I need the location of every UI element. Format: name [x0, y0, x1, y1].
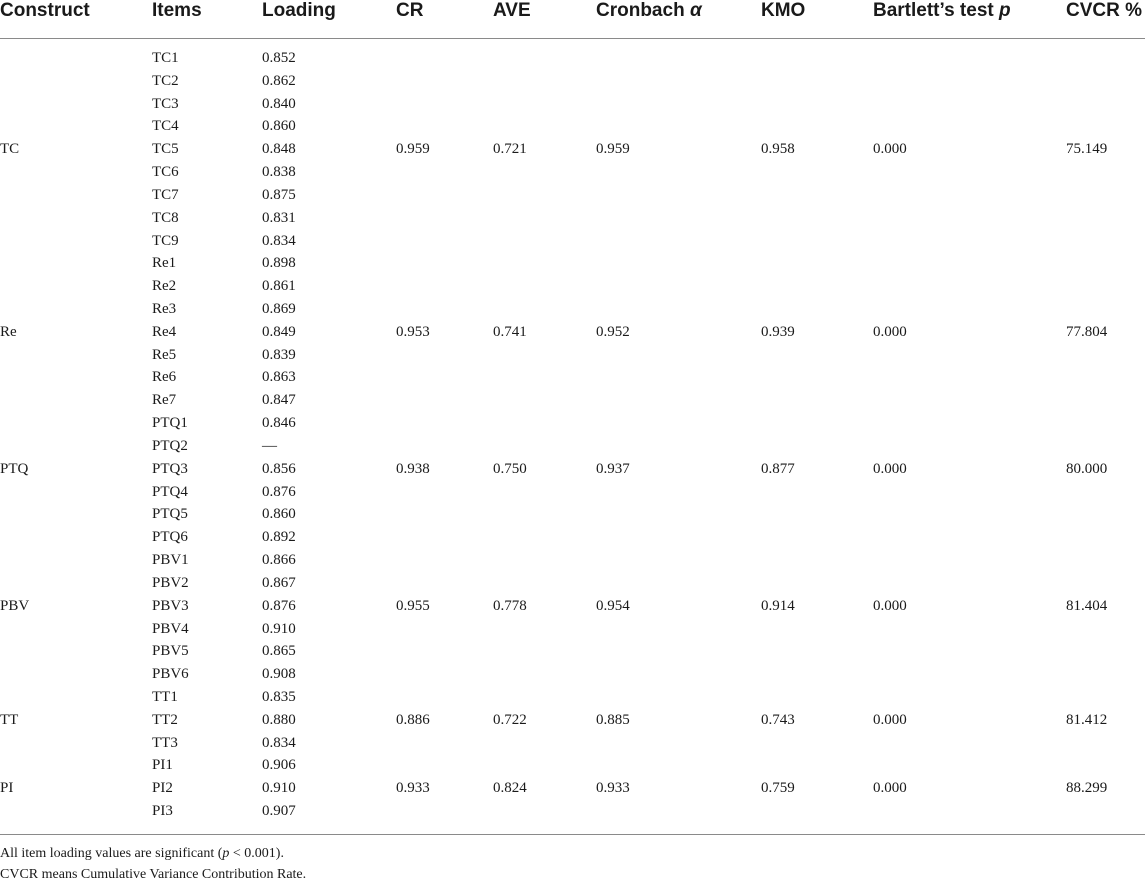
cell-cvcr: 77.804 — [1066, 324, 1108, 340]
cell-ave: 0.722 — [493, 712, 527, 728]
cell-cr: 0.955 — [396, 598, 430, 614]
cell-item: PTQ5 — [152, 506, 188, 522]
cell-item: TC3 — [152, 96, 179, 112]
cell-loading: 0.862 — [262, 73, 296, 89]
cell-loading: 0.907 — [262, 803, 296, 819]
cell-item: PTQ6 — [152, 529, 188, 545]
cell-item: PBV4 — [152, 621, 189, 637]
cell-bartlett: 0.000 — [873, 461, 907, 477]
cell-cvcr: 88.299 — [1066, 780, 1108, 796]
cell-loading: 0.880 — [262, 712, 296, 728]
cell-item: PTQ4 — [152, 484, 188, 500]
cell-cr: 0.886 — [396, 712, 430, 728]
cell-item: PBV1 — [152, 552, 189, 568]
cell-ave: 0.778 — [493, 598, 527, 614]
header-cronbach-text: Cronbach — [596, 0, 690, 21]
footnote-significance-suffix: < 0.001). — [229, 846, 284, 861]
cell-item: TC2 — [152, 73, 179, 89]
cell-kmo: 0.939 — [761, 324, 795, 340]
header-kmo: KMO — [761, 0, 806, 21]
cell-item: TT1 — [152, 689, 178, 705]
cell-loading: 0.865 — [262, 643, 296, 659]
header-loading: Loading — [262, 0, 336, 21]
cell-item: Re5 — [152, 347, 177, 363]
cell-loading: 0.835 — [262, 689, 296, 705]
cell-ave: 0.750 — [493, 461, 527, 477]
cell-item: Re7 — [152, 392, 177, 408]
cell-item: TC1 — [152, 50, 179, 66]
table-header — [0, 0, 1145, 39]
cell-kmo: 0.958 — [761, 141, 795, 157]
cell-alpha: 0.885 — [596, 712, 630, 728]
cell-bartlett: 0.000 — [873, 712, 907, 728]
cell-item: TC9 — [152, 233, 179, 249]
cell-loading: 0.906 — [262, 757, 296, 773]
footnote-cvcr: CVCR means Cumulative Variance Contribution Rate. — [0, 867, 307, 882]
cell-construct: Re — [0, 324, 17, 340]
cell-item: TC4 — [152, 118, 179, 134]
cell-construct: PI — [0, 780, 14, 796]
cell-loading: 0.892 — [262, 529, 296, 545]
header-bartlett-text: Bartlett’s test — [873, 0, 999, 21]
alpha-symbol: α — [689, 0, 702, 21]
footnote-p-symbol: p — [222, 846, 230, 861]
footnote-significance-prefix: All item loading values are significant ( — [0, 846, 223, 861]
cell-loading: 0.852 — [262, 50, 296, 66]
cell-item: Re4 — [152, 324, 177, 340]
cell-item: PI3 — [152, 803, 173, 819]
cell-item: TC8 — [152, 210, 179, 226]
cell-loading: 0.834 — [262, 735, 296, 751]
table-bottom-rule — [0, 834, 1145, 835]
cell-loading: 0.908 — [262, 666, 296, 682]
cell-item: Re1 — [152, 255, 177, 271]
cell-item: PBV3 — [152, 598, 189, 614]
cell-cr: 0.938 — [396, 461, 430, 477]
cell-alpha: 0.954 — [596, 598, 630, 614]
header-ave: AVE — [493, 0, 531, 21]
cell-ave: 0.824 — [493, 780, 527, 796]
cell-item: PBV5 — [152, 643, 189, 659]
cell-loading: 0.876 — [262, 598, 296, 614]
cell-loading: 0.860 — [262, 506, 296, 522]
cell-alpha: 0.933 — [596, 780, 630, 796]
cell-loading: 0.849 — [262, 324, 296, 340]
cell-item: Re2 — [152, 278, 177, 294]
cell-loading: 0.846 — [262, 415, 296, 431]
header-cvcr: CVCR % — [1066, 0, 1143, 21]
cell-loading: 0.840 — [262, 96, 296, 112]
cell-cr: 0.953 — [396, 324, 430, 340]
cell-item: TC6 — [152, 164, 179, 180]
cell-kmo: 0.759 — [761, 780, 795, 796]
header-construct: Construct — [0, 0, 90, 21]
cell-loading: 0.834 — [262, 233, 296, 249]
cell-loading: 0.856 — [262, 461, 296, 477]
cell-cvcr: 80.000 — [1066, 461, 1108, 477]
cell-item: PBV6 — [152, 666, 189, 682]
cell-alpha: 0.959 — [596, 141, 630, 157]
cell-bartlett: 0.000 — [873, 598, 907, 614]
cell-loading: 0.848 — [262, 141, 296, 157]
p-symbol: p — [999, 0, 1011, 21]
cell-item: Re3 — [152, 301, 177, 317]
cell-loading: 0.910 — [262, 621, 296, 637]
cell-loading: 0.910 — [262, 780, 296, 796]
cell-item: Re6 — [152, 369, 177, 385]
cell-bartlett: 0.000 — [873, 324, 907, 340]
cell-loading: 0.866 — [262, 552, 296, 568]
cell-loading: 0.838 — [262, 164, 296, 180]
cell-loading: 0.831 — [262, 210, 296, 226]
cell-bartlett: 0.000 — [873, 141, 907, 157]
cell-loading: 0.847 — [262, 392, 296, 408]
cell-item: TC5 — [152, 141, 179, 157]
cell-loading: 0.898 — [262, 255, 296, 271]
cell-item: PI2 — [152, 780, 173, 796]
cell-item: PI1 — [152, 757, 173, 773]
cell-loading: 0.867 — [262, 575, 296, 591]
cell-loading: 0.860 — [262, 118, 296, 134]
cell-loading: 0.869 — [262, 301, 296, 317]
cell-kmo: 0.877 — [761, 461, 795, 477]
cell-item: PBV2 — [152, 575, 189, 591]
cell-construct: PTQ — [0, 461, 29, 477]
cell-cr: 0.959 — [396, 141, 430, 157]
cell-cvcr: 81.404 — [1066, 598, 1108, 614]
cell-item: PTQ1 — [152, 415, 188, 431]
cell-item: PTQ3 — [152, 461, 188, 477]
cell-ave: 0.741 — [493, 324, 527, 340]
cell-loading: 0.839 — [262, 347, 296, 363]
cell-loading: 0.875 — [262, 187, 296, 203]
header-bartlett — [873, 0, 1011, 22]
header-cr: CR — [396, 0, 424, 21]
cell-loading: — — [262, 438, 277, 454]
cell-item: TT3 — [152, 735, 178, 751]
cell-construct: TC — [0, 141, 20, 157]
cell-kmo: 0.914 — [761, 598, 795, 614]
cell-cr: 0.933 — [396, 780, 430, 796]
cell-construct: PBV — [0, 598, 30, 614]
cell-item: TC7 — [152, 187, 179, 203]
cell-loading: 0.863 — [262, 369, 296, 385]
header-cronbach-alpha — [596, 0, 702, 22]
cell-alpha: 0.952 — [596, 324, 630, 340]
cell-construct: TT — [0, 712, 19, 728]
cell-kmo: 0.743 — [761, 712, 795, 728]
cell-alpha: 0.937 — [596, 461, 630, 477]
cell-item: PTQ2 — [152, 438, 188, 454]
footnote-significance — [0, 845, 284, 862]
cell-cvcr: 81.412 — [1066, 712, 1108, 728]
cell-loading: 0.876 — [262, 484, 296, 500]
cell-cvcr: 75.149 — [1066, 141, 1108, 157]
cell-bartlett: 0.000 — [873, 780, 907, 796]
cell-loading: 0.861 — [262, 278, 296, 294]
cell-ave: 0.721 — [493, 141, 527, 157]
cell-item: TT2 — [152, 712, 178, 728]
header-items: Items — [152, 0, 202, 21]
